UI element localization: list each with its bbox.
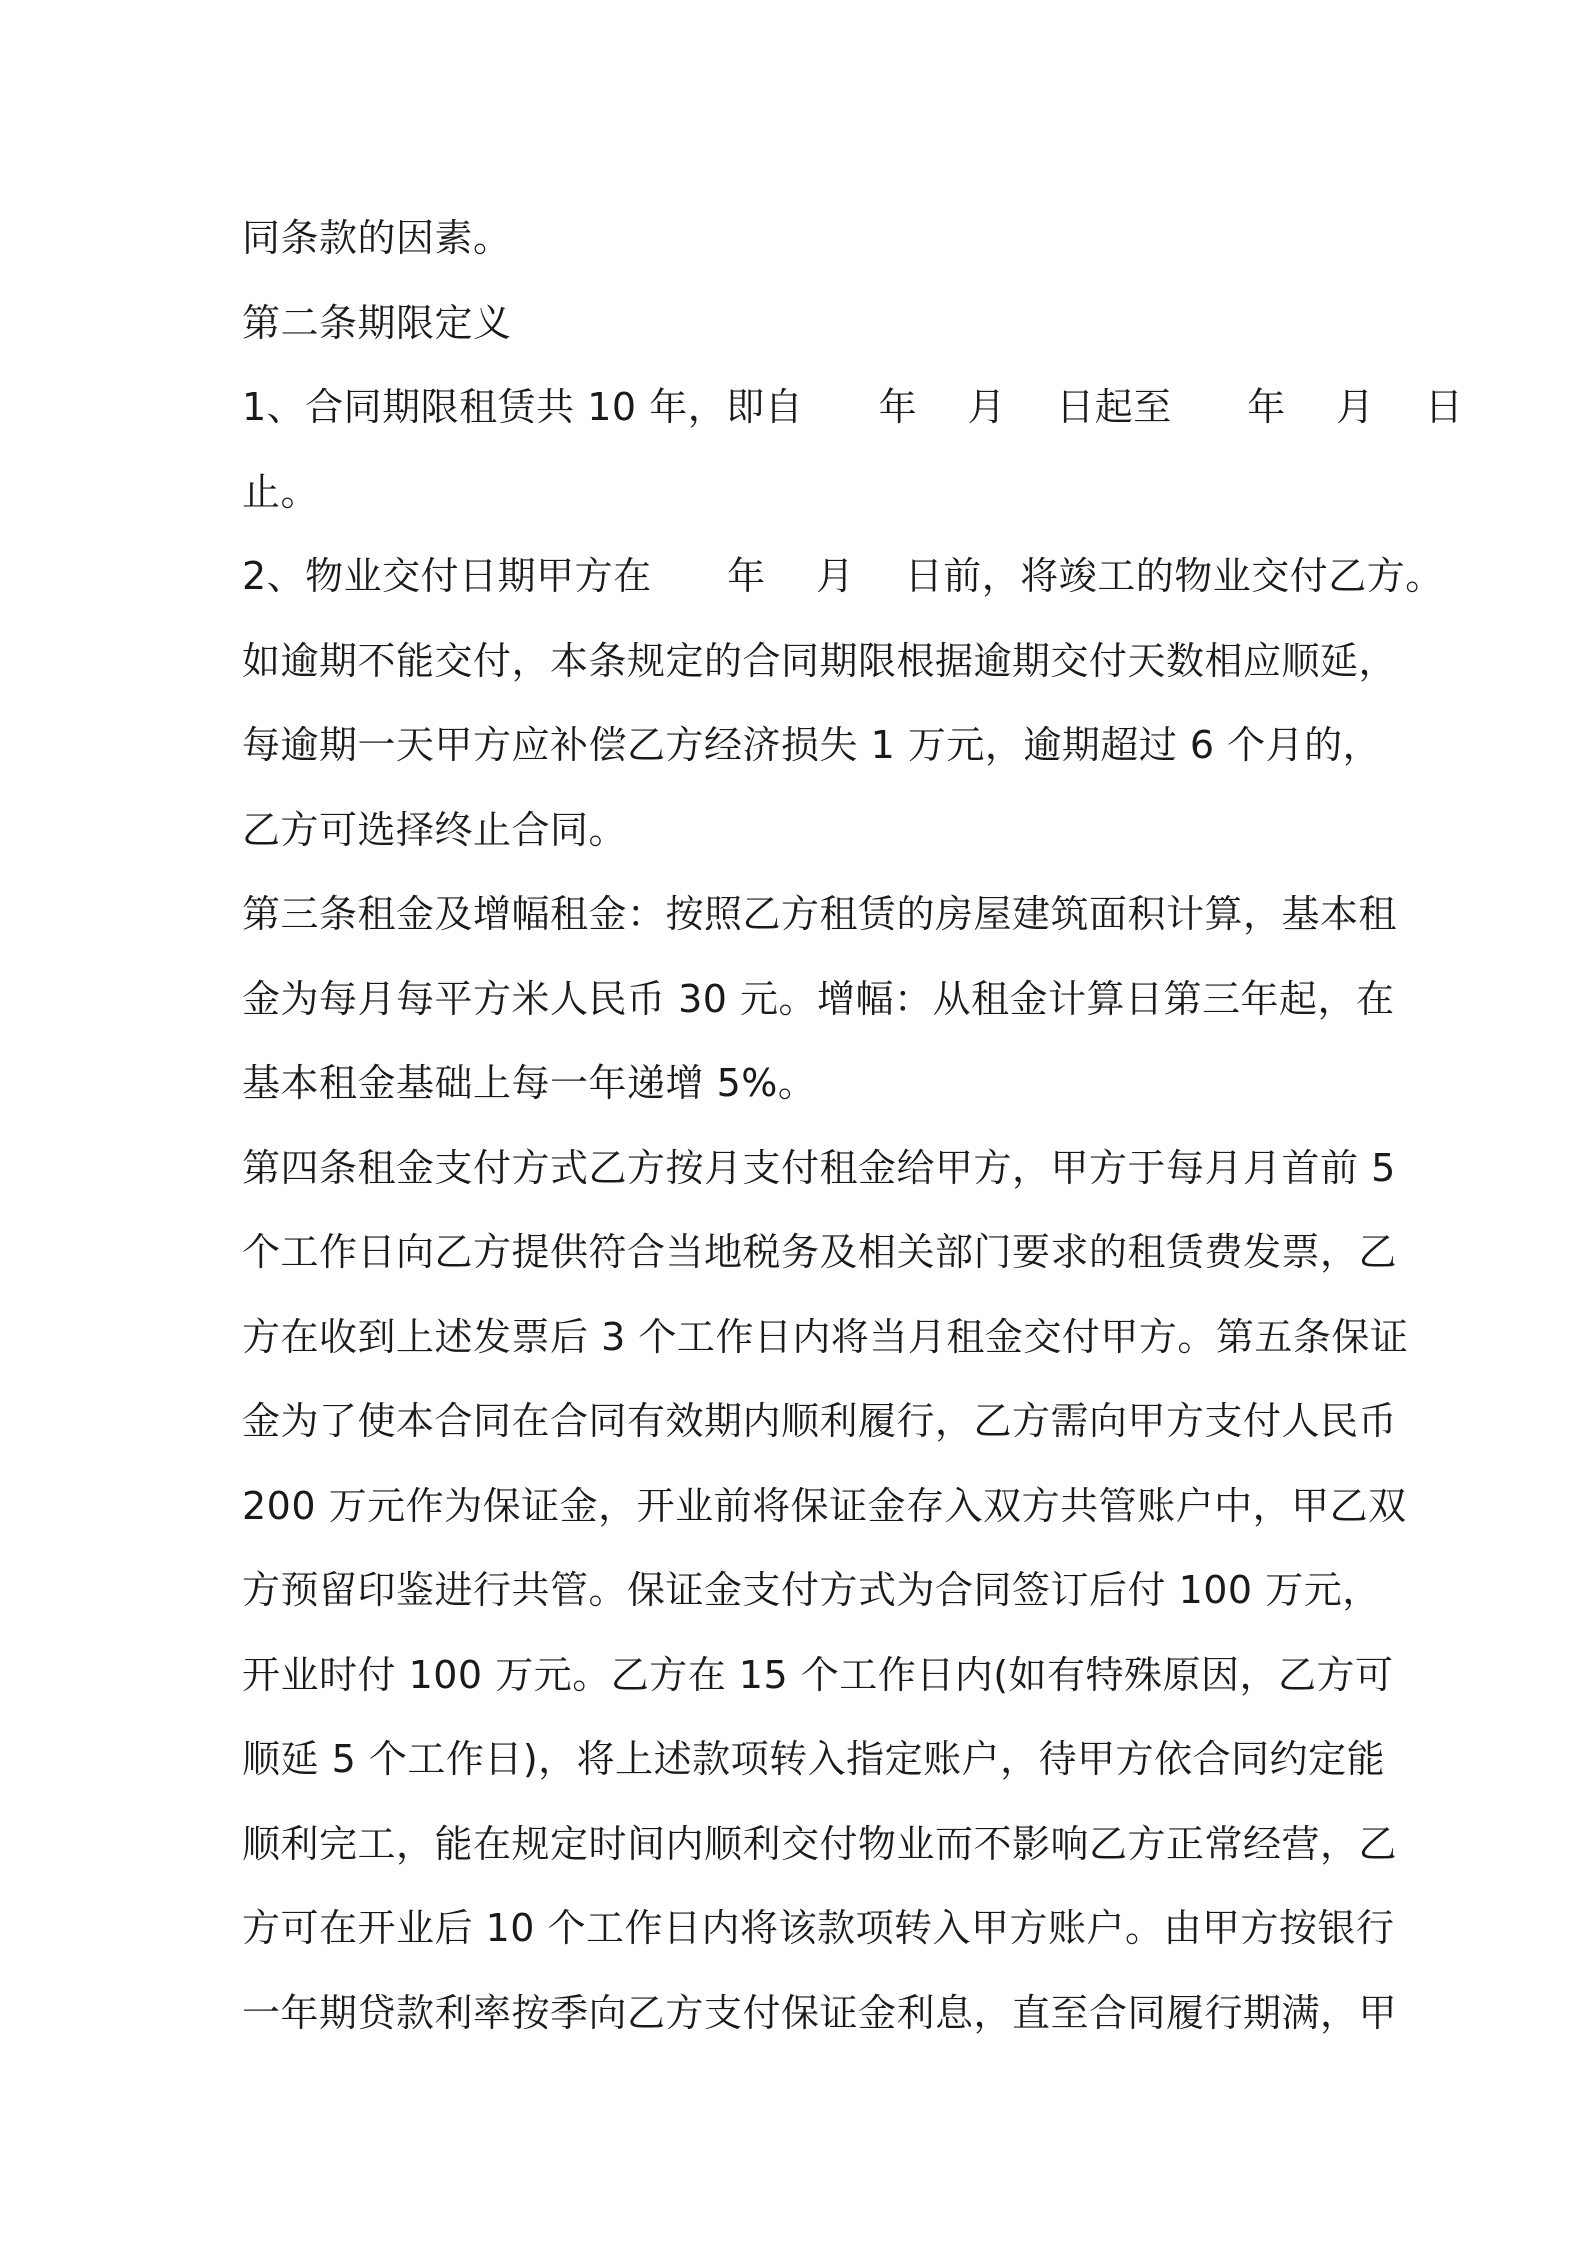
text-line: 开业时付 100 万元。乙方在 15 个工作日内(如有特殊原因，乙方可: [242, 1652, 1394, 1697]
text-line: 一年期贷款利率按季向乙方支付保证金利息，直至合同履行期满，甲: [242, 1990, 1398, 2035]
text-line: 乙方可选择终止合同。: [242, 807, 628, 852]
text-line: 方在收到上述发票后 3 个工作日内将当月租金交付甲方。第五条保证: [242, 1314, 1409, 1359]
text-line: 金为每月每平方米人民币 30 元。增幅：从租金计算日第三年起，在: [242, 976, 1395, 1021]
text-line: 方可在开业后 10 个工作日内将该款项转入甲方账户。由甲方按银行: [242, 1906, 1395, 1950]
text-line: 每逾期一天甲方应补偿乙方经济损失 1 万元，逾期超过 6 个月的，: [242, 723, 1382, 767]
text-line: 个工作日向乙方提供符合当地税务及相关部门要求的租赁费发票，乙: [242, 1230, 1398, 1274]
text-line: 顺利完工，能在规定时间内顺利交付物业而不影响乙方正常经营，乙: [242, 1821, 1398, 1866]
text-line: 止。: [242, 469, 320, 514]
text-line: 第四条租金支付方式乙方按月支付租金给甲方，甲方于每月月首前 5: [242, 1145, 1396, 1190]
text-line: 1、合同期限租赁共 10 年，即自 年 月 日起至 年 月 日: [242, 385, 1464, 429]
text-line: 方预留印鉴进行共管。保证金支付方式为合同签订后付 100 万元，: [242, 1568, 1381, 1612]
text-line: 如逾期不能交付，本条规定的合同期限根据逾期交付天数相应顺延，: [242, 638, 1398, 683]
text-line: 第三条租金及增幅租金：按照乙方租赁的房屋建筑面积计算，基本租: [242, 892, 1398, 936]
text-line: 基本租金基础上每一年递增 5%。: [242, 1061, 817, 1105]
section-heading: 第二条期限定义: [242, 300, 512, 345]
text-line: 2、物业交付日期甲方在 年 月 日前，将竣工的物业交付乙方。: [242, 554, 1444, 598]
text-line: 金为了使本合同在合同有效期内顺利履行，乙方需向甲方支付人民币: [242, 1399, 1398, 1443]
document-body: [242, 196, 1464, 2055]
text-line: 顺延 5 个工作日)，将上述款项转入指定账户，待甲方依合同约定能: [242, 1737, 1386, 1781]
text-line: 同条款的因素。: [242, 216, 512, 260]
text-line: 200 万元作为保证金，开业前将保证金存入双方共管账户中，甲乙双: [242, 1483, 1407, 1528]
